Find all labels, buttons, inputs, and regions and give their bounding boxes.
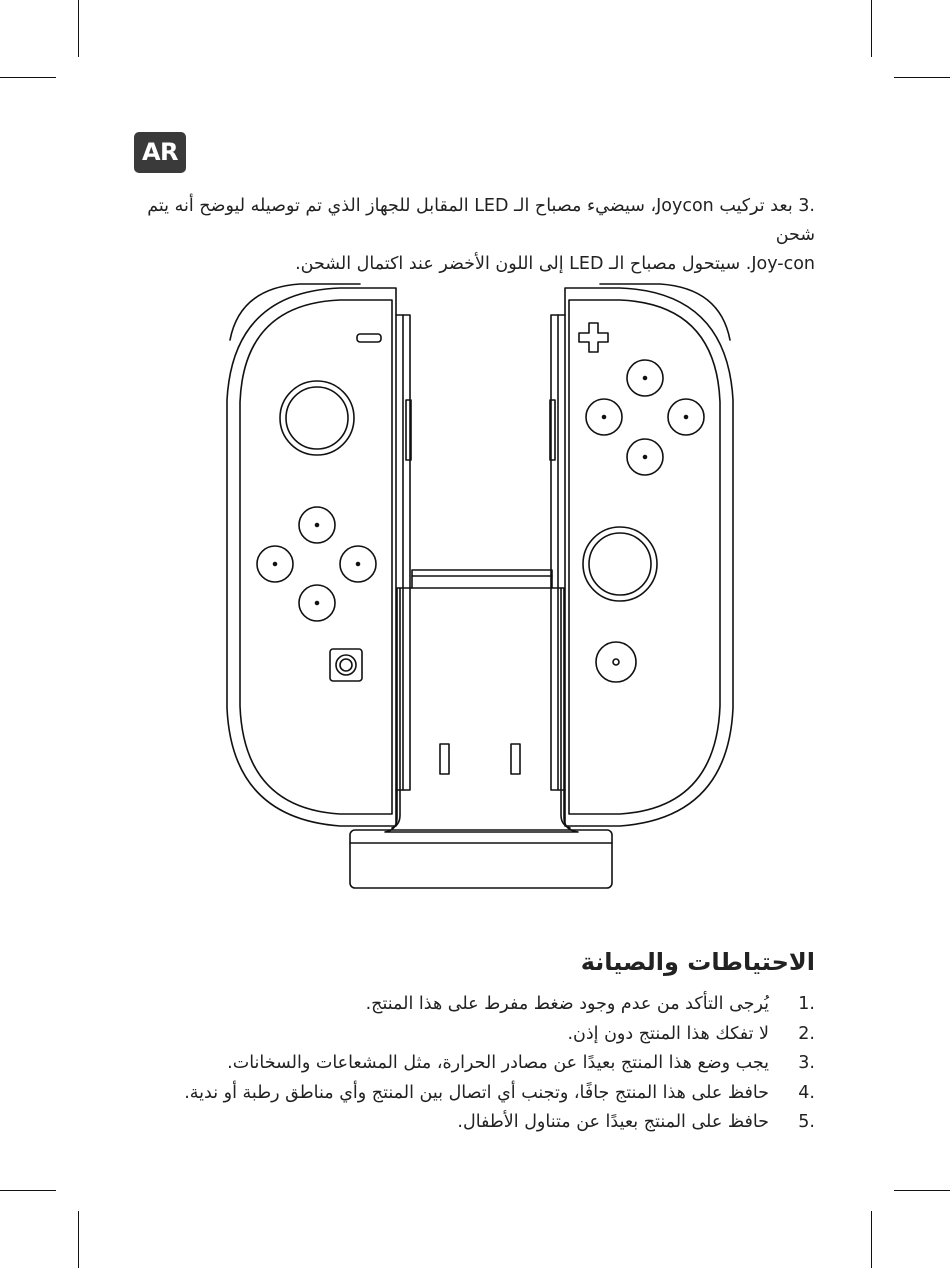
minus-icon	[357, 334, 381, 342]
crop-mark	[78, 0, 79, 57]
list-number: 2.	[798, 1023, 815, 1044]
crop-mark	[0, 77, 56, 78]
list-number: 3.	[798, 1053, 815, 1073]
precautions-list	[115, 990, 815, 1138]
list-number: 4.	[798, 1082, 815, 1103]
crop-mark	[78, 1211, 79, 1268]
dpad-icon	[579, 323, 608, 352]
crop-mark	[894, 77, 950, 78]
crop-mark	[894, 1190, 950, 1191]
charging-dock-illustration	[200, 270, 760, 900]
section-title: الاحتياطات والصيانة	[580, 948, 815, 976]
list-number: 5.	[798, 1112, 815, 1132]
list-item	[115, 1079, 815, 1109]
instruction-line: .3 بعد تركيب Joycon، سيضيء مصباح الـ LED المقابل للجهاز الذي تم توصيله ليوضح أنه يتم شحن	[147, 196, 815, 245]
list-text: يجب وضع هذا المنتج بعيدًا عن مصادر الحرارة، مثل المشعاعات والسخانات.	[227, 1053, 769, 1073]
list-item	[115, 990, 815, 1020]
capture-icon	[330, 649, 362, 681]
instruction-line: Joy-con. سيتحول مصباح الـ LED إلى اللون الأخضر عند اكتمال الشحن.	[295, 254, 815, 274]
crop-mark	[871, 1211, 872, 1268]
list-number: 1.	[798, 994, 815, 1014]
dock-base	[350, 830, 612, 888]
list-text: يُرجى التأكد من عدم وجود ضغط مفرط على هذا المنتج.	[365, 994, 769, 1014]
list-text: لا تفكك هذا المنتج دون إذن.	[567, 1023, 769, 1044]
right-joycon	[550, 284, 733, 826]
list-text: حافظ على هذا المنتج جافًا، وتجنب أي اتصال بين المنتج وأي مناطق رطبة أو ندية.	[184, 1082, 769, 1103]
led-indicator-left	[440, 744, 449, 774]
crop-mark	[0, 1190, 56, 1191]
list-text: حافظ على المنتج بعيدًا عن متناول الأطفال.	[457, 1112, 769, 1132]
language-badge: AR	[134, 132, 186, 173]
list-item	[115, 1108, 815, 1138]
left-joycon	[227, 284, 411, 826]
list-item	[115, 1049, 815, 1079]
list-item	[115, 1020, 815, 1050]
instruction-step	[115, 192, 815, 279]
home-icon	[596, 642, 636, 682]
crop-mark	[871, 0, 872, 57]
dock-column	[385, 570, 578, 832]
joystick-icon	[280, 381, 354, 455]
joystick-icon	[583, 527, 657, 601]
led-indicator-right	[511, 744, 520, 774]
